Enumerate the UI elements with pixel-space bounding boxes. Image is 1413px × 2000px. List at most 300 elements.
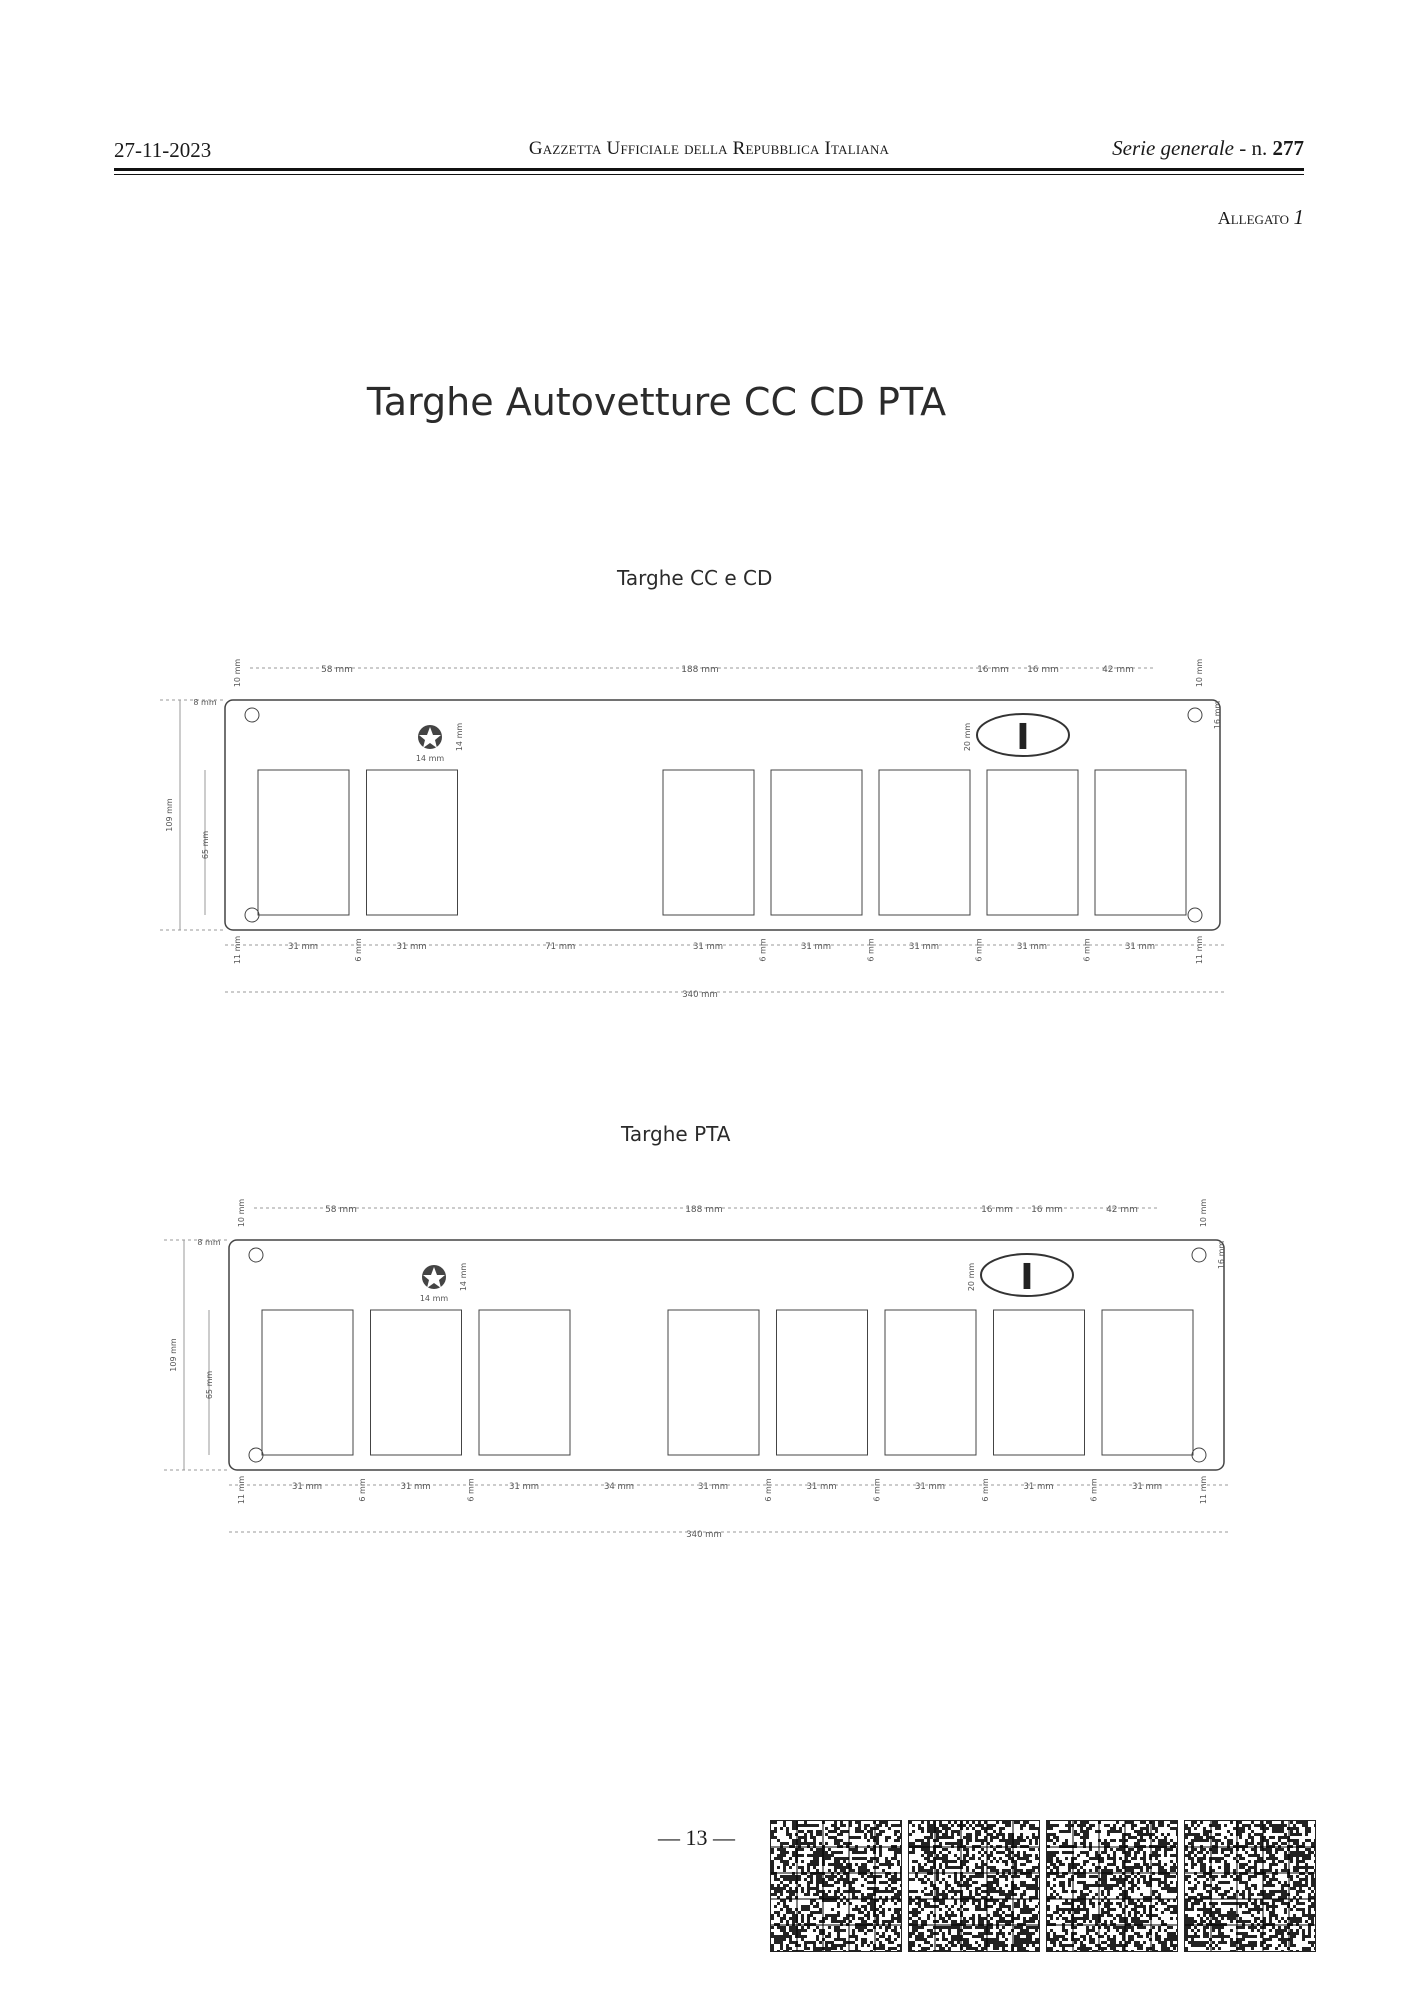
dim-char-h: 65 mm xyxy=(205,1370,214,1400)
char-box-1 xyxy=(258,770,349,915)
qr-module xyxy=(1167,1887,1170,1890)
qr-module xyxy=(1107,1908,1110,1911)
qr-module xyxy=(1227,1881,1230,1884)
qr-module xyxy=(1185,1875,1188,1878)
qr-module xyxy=(855,1830,858,1833)
qr-module xyxy=(1104,1884,1107,1887)
qr-module xyxy=(831,1878,834,1881)
qr-module xyxy=(882,1821,885,1824)
qr-module xyxy=(981,1917,984,1920)
qr-module xyxy=(1308,1932,1311,1935)
qr-module xyxy=(1191,1839,1194,1842)
qr-module xyxy=(1185,1902,1188,1905)
qr-module xyxy=(1017,1842,1020,1845)
qr-module xyxy=(1002,1860,1005,1863)
qr-module xyxy=(882,1914,885,1917)
qr-module xyxy=(891,1914,894,1917)
dim-height: 109 mm xyxy=(169,1338,178,1372)
qr-module xyxy=(1266,1893,1269,1896)
qr-module xyxy=(1086,1917,1089,1920)
qr-module xyxy=(861,1851,864,1854)
qr-module xyxy=(1101,1935,1104,1938)
qr-module xyxy=(1224,1875,1227,1878)
qr-module xyxy=(1059,1935,1062,1938)
qr-module xyxy=(1035,1938,1038,1941)
qr-module xyxy=(1023,1854,1026,1857)
qr-module xyxy=(1248,1926,1251,1929)
qr-module xyxy=(1203,1932,1206,1935)
qr-module xyxy=(915,1935,918,1938)
qr-module xyxy=(1311,1905,1314,1908)
qr-module xyxy=(819,1890,822,1893)
qr-module xyxy=(1107,1935,1110,1938)
qr-module xyxy=(1152,1890,1155,1893)
qr-module xyxy=(1167,1938,1170,1941)
qr-module xyxy=(939,1863,942,1866)
qr-module xyxy=(1254,1860,1257,1863)
qr-module xyxy=(1203,1875,1206,1878)
qr-module xyxy=(1089,1824,1092,1827)
qr-module xyxy=(939,1881,942,1884)
qr-module xyxy=(1143,1911,1146,1914)
qr-module xyxy=(1137,1935,1140,1938)
qr-module xyxy=(1251,1947,1254,1950)
qr-module xyxy=(975,1881,978,1884)
qr-module xyxy=(1083,1881,1086,1884)
qr-module xyxy=(870,1860,873,1863)
qr-module xyxy=(1146,1827,1149,1830)
qr-module xyxy=(1137,1911,1140,1914)
qr-module xyxy=(924,1869,927,1872)
qr-module xyxy=(867,1869,870,1872)
qr-module xyxy=(807,1884,810,1887)
qr-module xyxy=(1080,1875,1083,1878)
qr-module xyxy=(1110,1863,1113,1866)
qr-module xyxy=(1308,1830,1311,1833)
qr-module xyxy=(837,1827,840,1830)
qr-module xyxy=(1314,1914,1315,1917)
qr-module xyxy=(813,1866,816,1869)
qr-module xyxy=(1137,1917,1140,1920)
qr-module xyxy=(1266,1842,1269,1845)
qr-module xyxy=(1230,1929,1233,1932)
qr-module xyxy=(810,1824,813,1827)
qr-module xyxy=(981,1908,984,1911)
qr-module xyxy=(1167,1890,1170,1893)
qr-module xyxy=(1059,1863,1062,1866)
qr-module xyxy=(1089,1890,1092,1893)
qr-module xyxy=(792,1854,795,1857)
qr-module xyxy=(924,1893,927,1896)
qr-module xyxy=(912,1851,915,1854)
qr-module xyxy=(1029,1935,1032,1938)
qr-module xyxy=(834,1947,837,1950)
qr-module xyxy=(1107,1902,1110,1905)
qr-module xyxy=(1290,1929,1293,1932)
qr-module xyxy=(1038,1920,1039,1923)
qr-module xyxy=(1254,1851,1257,1854)
qr-module xyxy=(1233,1902,1236,1905)
dim-right-margin: 10 mm xyxy=(1199,1198,1208,1228)
qr-module xyxy=(855,1848,858,1851)
qr-module xyxy=(1215,1857,1218,1860)
qr-module xyxy=(819,1848,822,1851)
qr-module xyxy=(1248,1833,1251,1836)
qr-module xyxy=(1245,1905,1248,1908)
qr-module xyxy=(912,1824,915,1827)
qr-module xyxy=(1161,1911,1164,1914)
qr-module xyxy=(1221,1917,1224,1920)
qr-module xyxy=(858,1911,861,1914)
qr-module xyxy=(942,1857,945,1860)
qr-module xyxy=(1221,1893,1224,1896)
qr-module xyxy=(1212,1836,1215,1839)
qr-module xyxy=(1224,1881,1227,1884)
qr-module xyxy=(894,1947,897,1950)
qr-module xyxy=(1299,1878,1302,1881)
qr-module xyxy=(1110,1869,1113,1872)
qr-module xyxy=(1113,1830,1116,1833)
qr-module xyxy=(1062,1875,1065,1878)
qr-module xyxy=(1158,1866,1161,1869)
qr-module xyxy=(1152,1950,1155,1951)
qr-module xyxy=(1248,1869,1251,1872)
qr-module xyxy=(879,1890,882,1893)
qr-module xyxy=(867,1911,870,1914)
qr-module xyxy=(864,1938,867,1941)
qr-module xyxy=(810,1941,813,1944)
qr-module xyxy=(1005,1824,1008,1827)
qr-module xyxy=(978,1839,981,1842)
qr-module xyxy=(1143,1941,1146,1944)
qr-module xyxy=(1023,1947,1026,1950)
qr-module xyxy=(1185,1869,1188,1872)
qr-module xyxy=(891,1920,894,1923)
qr-module xyxy=(1176,1944,1177,1947)
qr-module xyxy=(1128,1887,1131,1890)
qr-module xyxy=(978,1824,981,1827)
qr-module xyxy=(948,1908,951,1911)
qr-module xyxy=(957,1857,960,1860)
qr-module xyxy=(801,1917,804,1920)
qr-module xyxy=(1242,1893,1245,1896)
qr-module xyxy=(1200,1941,1203,1944)
qr-module xyxy=(1293,1944,1296,1947)
qr-module xyxy=(1020,1827,1023,1830)
qr-module xyxy=(1203,1881,1206,1884)
qr-module xyxy=(882,1881,885,1884)
qr-module xyxy=(1095,1914,1098,1917)
qr-module xyxy=(1191,1848,1194,1851)
qr-module xyxy=(1026,1836,1029,1839)
qr-module xyxy=(1314,1887,1315,1890)
qr-module xyxy=(1089,1935,1092,1938)
qr-module xyxy=(1002,1905,1005,1908)
qr-module xyxy=(1299,1920,1302,1923)
qr-module xyxy=(996,1911,999,1914)
qr-module xyxy=(1161,1824,1164,1827)
qr-module xyxy=(918,1944,921,1947)
qr-module xyxy=(1188,1830,1191,1833)
qr-module xyxy=(972,1881,975,1884)
qr-module xyxy=(939,1926,942,1929)
qr-module xyxy=(858,1929,861,1932)
qr-module xyxy=(999,1905,1002,1908)
qr-module xyxy=(1101,1914,1104,1917)
qr-module xyxy=(1245,1863,1248,1866)
dim-char-width-6: 31 mm xyxy=(1016,942,1048,952)
qr-module xyxy=(1119,1926,1122,1929)
qr-module xyxy=(939,1857,942,1860)
qr-module xyxy=(1080,1917,1083,1920)
qr-module xyxy=(786,1833,789,1836)
qr-module xyxy=(1200,1908,1203,1911)
qr-module xyxy=(1275,1863,1278,1866)
qr-module xyxy=(855,1950,858,1951)
qr-module xyxy=(945,1824,948,1827)
qr-module xyxy=(1143,1926,1146,1929)
qr-module xyxy=(771,1848,774,1851)
qr-module xyxy=(1029,1926,1032,1929)
qr-module xyxy=(1311,1917,1314,1920)
qr-module xyxy=(1110,1839,1113,1842)
qr-module xyxy=(813,1893,816,1896)
qr-module xyxy=(999,1830,1002,1833)
qr-module xyxy=(1092,1929,1095,1932)
qr-module xyxy=(1014,1866,1017,1869)
qr-module xyxy=(1269,1884,1272,1887)
qr-module xyxy=(1032,1926,1035,1929)
qr-module xyxy=(1266,1839,1269,1842)
qr-module xyxy=(1203,1920,1206,1923)
qr-module xyxy=(771,1821,774,1824)
qr-module xyxy=(801,1860,804,1863)
qr-module xyxy=(843,1857,846,1860)
qr-module xyxy=(1296,1917,1299,1920)
qr-module xyxy=(1170,1848,1173,1851)
qr-module xyxy=(1290,1860,1293,1863)
qr-module xyxy=(978,1926,981,1929)
qr-module xyxy=(1080,1866,1083,1869)
qr-module xyxy=(1113,1824,1116,1827)
qr-module xyxy=(1029,1941,1032,1944)
qr-module xyxy=(867,1875,870,1878)
qr-module xyxy=(1164,1842,1167,1845)
qr-module xyxy=(1170,1905,1173,1908)
qr-module xyxy=(825,1941,828,1944)
qr-module xyxy=(1197,1893,1200,1896)
qr-module xyxy=(900,1950,901,1951)
qr-module xyxy=(1203,1944,1206,1947)
qr-module xyxy=(1206,1833,1209,1836)
qr-module xyxy=(783,1929,786,1932)
qr-module xyxy=(1029,1848,1032,1851)
qr-module xyxy=(1053,1935,1056,1938)
qr-module xyxy=(870,1848,873,1851)
qr-module xyxy=(978,1920,981,1923)
qr-module xyxy=(1128,1836,1131,1839)
qr-module xyxy=(1251,1926,1254,1929)
qr-module xyxy=(1002,1821,1005,1824)
dim-bottom-margin: 11 mm xyxy=(233,935,242,965)
qr-module xyxy=(852,1881,855,1884)
qr-module xyxy=(975,1887,978,1890)
qr-module xyxy=(999,1839,1002,1842)
qr-module xyxy=(936,1830,939,1833)
qr-module xyxy=(1281,1950,1284,1951)
qr-module xyxy=(1227,1863,1230,1866)
qr-module xyxy=(1110,1908,1113,1911)
qr-module xyxy=(855,1857,858,1860)
qr-module xyxy=(1257,1857,1260,1860)
qr-module xyxy=(957,1929,960,1932)
qr-module xyxy=(1230,1902,1233,1905)
qr-module xyxy=(1026,1854,1029,1857)
qr-module xyxy=(1080,1950,1083,1951)
qr-module xyxy=(1275,1830,1278,1833)
qr-module xyxy=(981,1860,984,1863)
qr-module xyxy=(945,1881,948,1884)
qr-module xyxy=(810,1902,813,1905)
qr-module xyxy=(948,1914,951,1917)
qr-module xyxy=(1074,1908,1077,1911)
qr-module xyxy=(951,1911,954,1914)
qr-module xyxy=(966,1926,969,1929)
qr-module xyxy=(1113,1854,1116,1857)
qr-module xyxy=(1140,1947,1143,1950)
qr-module xyxy=(927,1839,930,1842)
qr-module xyxy=(957,1941,960,1944)
qr-module xyxy=(1239,1905,1242,1908)
qr-module xyxy=(966,1932,969,1935)
qr-module xyxy=(1266,1938,1269,1941)
qr-module xyxy=(900,1917,901,1920)
qr-module xyxy=(1029,1875,1032,1878)
qr-module xyxy=(1128,1938,1131,1941)
qr-module xyxy=(1191,1866,1194,1869)
qr-module xyxy=(1068,1920,1071,1923)
qr-module xyxy=(816,1890,819,1893)
qr-module xyxy=(780,1938,783,1941)
qr-module xyxy=(1038,1857,1039,1860)
qr-module xyxy=(1161,1842,1164,1845)
qr-module xyxy=(927,1848,930,1851)
qr-module xyxy=(1083,1947,1086,1950)
qr-module xyxy=(1302,1824,1305,1827)
qr-module xyxy=(1167,1842,1170,1845)
qr-module xyxy=(1281,1821,1284,1824)
qr-module xyxy=(972,1875,975,1878)
qr-module xyxy=(1281,1917,1284,1920)
qr-module xyxy=(1080,1836,1083,1839)
qr-module xyxy=(882,1869,885,1872)
qr-module xyxy=(1107,1914,1110,1917)
qr-module xyxy=(1161,1944,1164,1947)
qr-module xyxy=(900,1926,901,1929)
qr-module xyxy=(1155,1830,1158,1833)
qr-module xyxy=(771,1932,774,1935)
qr-module xyxy=(1245,1839,1248,1842)
qr-module xyxy=(927,1824,930,1827)
qr-module xyxy=(951,1926,954,1929)
qr-module xyxy=(858,1866,861,1869)
qr-module xyxy=(813,1860,816,1863)
qr-module xyxy=(1110,1830,1113,1833)
qr-module xyxy=(819,1878,822,1881)
qr-module xyxy=(1203,1911,1206,1914)
qr-module xyxy=(1296,1920,1299,1923)
qr-module xyxy=(1065,1902,1068,1905)
qr-module xyxy=(792,1863,795,1866)
qr-module xyxy=(1212,1911,1215,1914)
qr-module xyxy=(1110,1938,1113,1941)
qr-module xyxy=(1002,1851,1005,1854)
qr-module xyxy=(1107,1905,1110,1908)
qr-module xyxy=(1083,1821,1086,1824)
qr-module xyxy=(780,1857,783,1860)
qr-module xyxy=(1302,1851,1305,1854)
qr-module xyxy=(1233,1917,1236,1920)
qr-module xyxy=(1305,1821,1308,1824)
qr-module xyxy=(1164,1839,1167,1842)
qr-module xyxy=(1146,1920,1149,1923)
qr-module xyxy=(948,1875,951,1878)
qr-module xyxy=(936,1887,939,1890)
qr-module xyxy=(837,1944,840,1947)
qr-module xyxy=(1278,1938,1281,1941)
qr-module xyxy=(1053,1941,1056,1944)
qr-module xyxy=(924,1887,927,1890)
qr-module xyxy=(1173,1932,1176,1935)
qr-module xyxy=(1131,1857,1134,1860)
qr-module xyxy=(1140,1839,1143,1842)
qr-module xyxy=(1206,1851,1209,1854)
qr-module xyxy=(1218,1920,1221,1923)
qr-module xyxy=(951,1944,954,1947)
qr-module xyxy=(1212,1824,1215,1827)
qr-module xyxy=(1212,1878,1215,1881)
qr-module xyxy=(801,1830,804,1833)
qr-module xyxy=(1191,1935,1194,1938)
qr-module xyxy=(1143,1881,1146,1884)
qr-module xyxy=(1161,1947,1164,1950)
qr-module xyxy=(1023,1893,1026,1896)
qr-module xyxy=(1254,1875,1257,1878)
qr-module xyxy=(1284,1938,1287,1941)
qr-module xyxy=(1023,1911,1026,1914)
qr-module xyxy=(870,1857,873,1860)
qr-module xyxy=(1170,1917,1173,1920)
qr-module xyxy=(1065,1920,1068,1923)
qr-module xyxy=(1131,1926,1134,1929)
qr-module xyxy=(804,1944,807,1947)
qr-module xyxy=(969,1932,972,1935)
qr-module xyxy=(1134,1908,1137,1911)
qr-module xyxy=(894,1857,897,1860)
qr-module xyxy=(909,1842,912,1845)
qr-module xyxy=(948,1950,951,1951)
qr-module xyxy=(810,1881,813,1884)
qr-module xyxy=(1047,1851,1050,1854)
qr-module xyxy=(1056,1851,1059,1854)
qr-module xyxy=(885,1863,888,1866)
qr-module xyxy=(1128,1914,1131,1917)
qr-module xyxy=(810,1848,813,1851)
qr-module xyxy=(1164,1836,1167,1839)
qr-module xyxy=(858,1890,861,1893)
qr-module xyxy=(1242,1902,1245,1905)
qr-module xyxy=(834,1839,837,1842)
